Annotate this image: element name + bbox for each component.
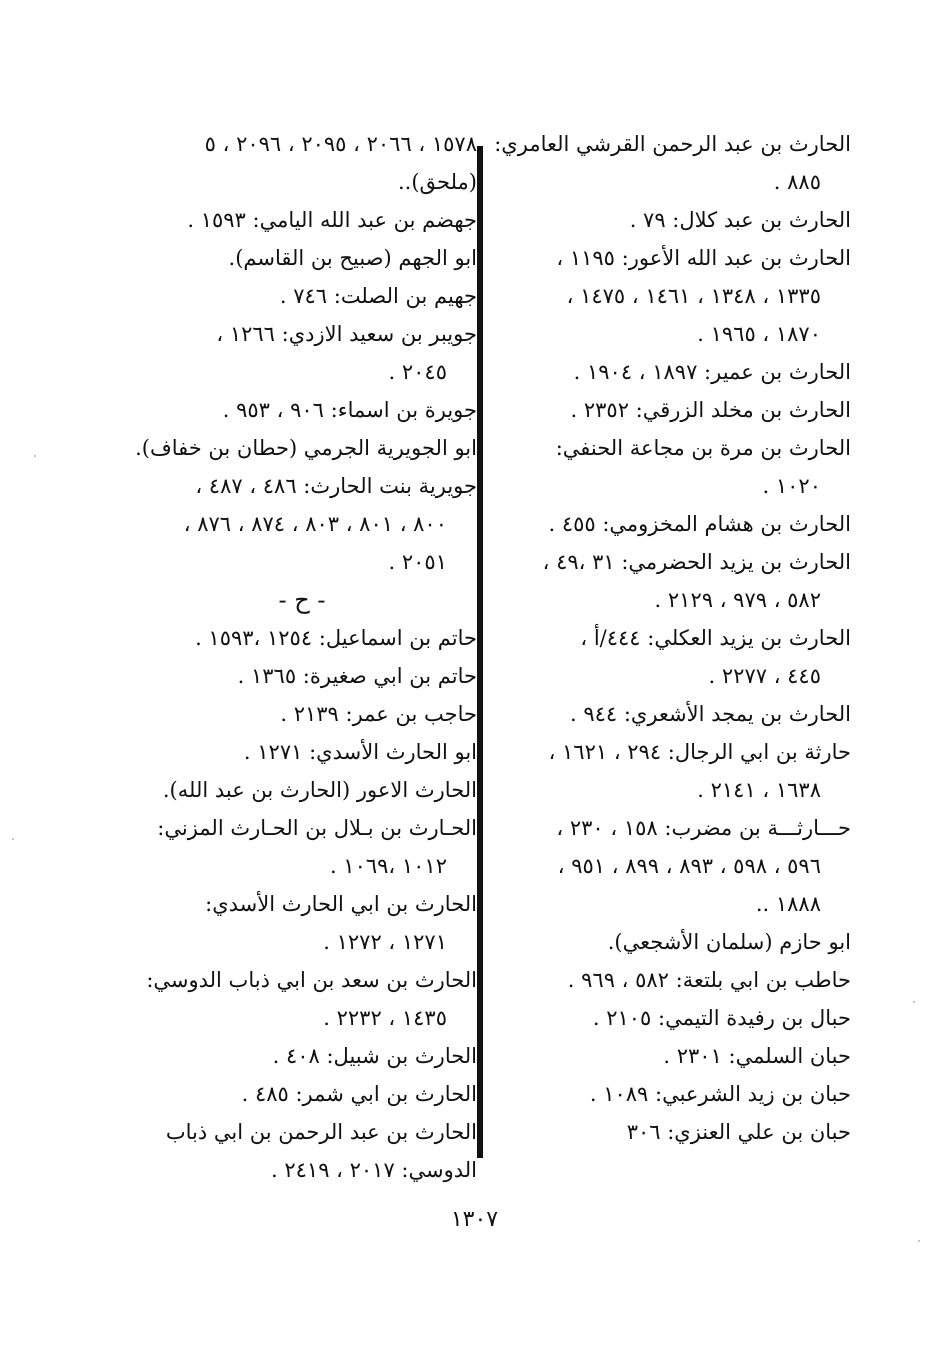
index-entry-line: الحارث بن عبد الرحمن بن ابي ذباب bbox=[165, 1120, 477, 1144]
index-entry-line: جويرة بن اسماء: ٩٠٦ ، ٩٥٣ . bbox=[222, 398, 477, 422]
speck bbox=[913, 1001, 915, 1003]
index-entry-line: جويبر بن سعيد الازدي: ١٢٦٦ ، bbox=[216, 322, 477, 346]
index-entry-line: ٥٩٦ ، ٥٩٨ ، ٨٩٣ ، ٨٩٩ ، ٩٥١ ، bbox=[557, 854, 821, 878]
section-letter-heading: - ح - bbox=[278, 586, 326, 614]
speck bbox=[918, 1240, 920, 1242]
index-entry-line: ابو حازم (سلمان الأشجعي). bbox=[607, 930, 851, 954]
index-entry-line: ٢٠٥١ . bbox=[388, 550, 447, 574]
index-entry-line: جهضم بن عبد الله اليامي: ١٥٩٣ . bbox=[187, 208, 477, 232]
index-entry-line: حارثة بن ابي الرجال: ٢٩٤ ، ١٦٢١ ، bbox=[548, 740, 851, 764]
index-entry-line: حبال بن رفيدة التيمي: ٢١٠٥ . bbox=[592, 1006, 851, 1030]
index-entry-line: الحـارث بن بـلال بن الحـارث المزني: bbox=[157, 816, 477, 840]
index-entry-line: ١٠١٢ ،١٠٦٩ . bbox=[329, 854, 447, 878]
index-entry-line: ٤٤٥ ، ٢٢٧٧ . bbox=[708, 664, 821, 688]
index-entry-line: جويرية بنت الحارث: ٤٨٦ ، ٤٨٧ ، bbox=[195, 474, 477, 498]
index-entry-line: الحارث بن هشام المخزومي: ٤٥٥ . bbox=[548, 512, 851, 536]
index-entry-line: الحارث بن ابي الحارث الأسدي: bbox=[205, 892, 477, 916]
index-entry-line: ١٦٣٨ ، ٢١٤١ . bbox=[697, 778, 821, 802]
index-entry-line: ٨٨٥ . bbox=[773, 170, 821, 194]
index-entry-line: ١٣٣٥ ، ١٣٤٨ ، ١٤٦١ ، ١٤٧٥ ، bbox=[566, 284, 821, 308]
right-column bbox=[127, 125, 477, 1189]
index-entry-line: الحارث بن عبد الرحمن القرشي العامري: bbox=[494, 132, 851, 156]
index-entry-line: الحارث بن ابي شمر: ٤٨٥ . bbox=[241, 1082, 477, 1106]
index-entry-line: حبان السلمي: ٢٣٠١ . bbox=[663, 1044, 851, 1068]
left-column bbox=[494, 125, 851, 1151]
index-entry-line: الحارث بن مخلد الزرقي: ٢٣٥٢ . bbox=[570, 398, 851, 422]
index-entry-line: الحارث بن سعد بن ابي ذباب الدوسي: bbox=[146, 968, 477, 992]
index-entry-line: حـــارثـــة بن مضرب: ١٥٨ ، ٢٣٠ ، bbox=[556, 816, 851, 840]
index-entry-line: الحارث بن يمجد الأشعري: ٩٤٤ . bbox=[569, 702, 851, 726]
index-entry-line: ١٨٧٠ ، ١٩٦٥ . bbox=[697, 322, 821, 346]
index-entry-line: ١٠٢٠ . bbox=[762, 474, 821, 498]
index-entry-line: ١٥٧٨ ، ٢٠٦٦ ، ٢٠٩٥ ، ٢٠٩٦ ، ٥ bbox=[204, 132, 477, 156]
index-entry-line: ٨٠٠ ، ٨٠١ ، ٨٠٣ ، ٨٧٤ ، ٨٧٦ ، bbox=[183, 512, 447, 536]
index-entry-line: حبان بن علي العنزي: ٣٠٦ bbox=[626, 1120, 851, 1144]
index-entry-line: ابو الجويرية الجرمي (حطان بن خفاف). bbox=[135, 436, 477, 460]
index-entry-line: حاجب بن عمر: ٢١٣٩ . bbox=[280, 702, 477, 726]
index-entry-line: حبان بن زيد الشرعبي: ١٠٨٩ . bbox=[589, 1082, 851, 1106]
page-number: ١٣٠٧ bbox=[450, 1207, 499, 1232]
index-entry-line: ابو الجهم (صبيح بن القاسم). bbox=[228, 246, 477, 270]
index-entry-line: الحارث بن يزيد العكلي: ٤٤٤/أ ، bbox=[580, 626, 851, 650]
index-entry-line: حاتم بن ابي صغيرة: ١٣٦٥ . bbox=[237, 664, 477, 688]
speck bbox=[12, 838, 14, 840]
index-entry-line: الحارث بن شبيل: ٤٠٨ . bbox=[272, 1044, 477, 1068]
index-entry-line: الحارث بن يزيد الحضرمي: ٣١ ،٤٩ ، bbox=[542, 550, 851, 574]
index-entry-line: (ملحق).. bbox=[397, 170, 477, 194]
index-entry-line: الحارث بن عمير: ١٨٩٧ ، ١٩٠٤ . bbox=[573, 360, 851, 384]
index-entry-line: الحارث بن عبد الله الأعور: ١١٩٥ ، bbox=[556, 246, 851, 270]
index-entry-line: الدوسي: ٢٠١٧ ، ٢٤١٩ . bbox=[271, 1158, 477, 1182]
index-entry-line: الحارث بن عبد كلال: ٧٩ . bbox=[629, 208, 851, 232]
index-entry-line: جهيم بن الصلت: ٧٤٦ . bbox=[279, 284, 477, 308]
index-entry-line: ١٤٣٥ ، ٢٢٣٢ . bbox=[323, 1006, 447, 1030]
index-entry-line: الحارث بن مرة بن مجاعة الحنفي: bbox=[555, 436, 851, 460]
index-entry-line: ٢٠٤٥ . bbox=[388, 360, 447, 384]
index-entry-line: ابو الحارث الأسدي: ١٢٧١ . bbox=[243, 740, 477, 764]
column-divider bbox=[477, 146, 483, 1158]
index-entry-line: حاطب بن ابي بلتعة: ٥٨٢ ، ٩٦٩ . bbox=[567, 968, 851, 992]
index-entry-line: ٥٨٢ ، ٩٧٩ ، ٢١٢٩ . bbox=[654, 588, 821, 612]
index-entry-line: الحارث الاعور (الحارث بن عبد الله). bbox=[162, 778, 477, 802]
index-entry-line: حاتم بن اسماعيل: ١٢٥٤ ،١٥٩٣ . bbox=[195, 626, 477, 650]
speck bbox=[34, 455, 36, 457]
index-entry-line: ١٢٧١ ، ١٢٧٢ . bbox=[323, 930, 447, 954]
index-entry-line: ١٨٨٨ .. bbox=[755, 892, 821, 916]
